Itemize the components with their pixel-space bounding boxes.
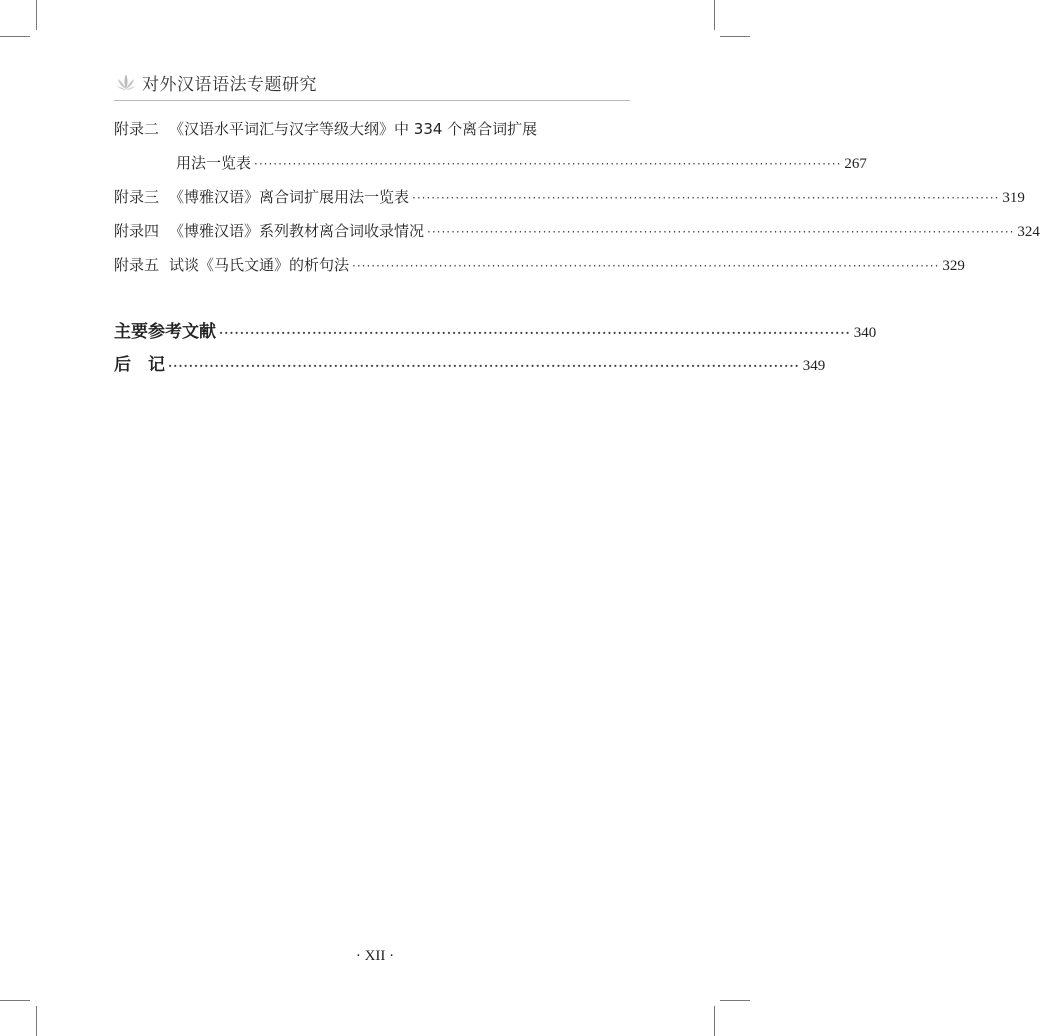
- toc-page-number: 340: [853, 325, 877, 341]
- toc-prefix: 附录五: [114, 256, 160, 274]
- toc-entry-appendix-4: [114, 220, 1040, 243]
- toc-prefix: 附录三: [114, 188, 160, 206]
- toc-entry-afterword: [114, 354, 826, 377]
- toc-title: 用法一览表: [176, 154, 252, 172]
- toc-title: 后 记: [114, 355, 165, 375]
- toc-prefix: 附录二: [114, 120, 160, 138]
- crop-mark: [0, 1000, 30, 1001]
- crop-mark: [0, 36, 30, 37]
- toc-title: 《汉语水平词汇与汉字等级大纲》中 334 个离合词扩展: [169, 120, 538, 138]
- toc-page-number: 329: [942, 258, 965, 274]
- toc-entry-appendix-2: [114, 118, 630, 140]
- toc-entry-appendix-2-cont: [176, 152, 867, 175]
- crop-mark: [36, 1006, 37, 1036]
- lotus-logo-icon: [114, 71, 138, 95]
- leader-dots: ··························································································································: [427, 225, 1015, 239]
- crop-mark: [720, 36, 750, 37]
- toc-page-number: 349: [802, 358, 826, 374]
- leader-dots: ··························································································································: [219, 326, 851, 340]
- toc-page-number: 324: [1017, 224, 1040, 240]
- toc-prefix: 附录四: [114, 222, 160, 240]
- crop-mark: [720, 1000, 750, 1001]
- toc-entry-references: [114, 321, 877, 344]
- toc-entry-appendix-5: [114, 254, 965, 277]
- toc-title: 《博雅汉语》离合词扩展用法一览表: [169, 188, 410, 206]
- toc-page-number: 319: [1002, 190, 1025, 206]
- header-rule: [114, 100, 630, 101]
- crop-mark: [36, 0, 37, 30]
- toc-entry-appendix-3: [114, 186, 1025, 209]
- book-title: 对外汉语语法专题研究: [142, 75, 317, 95]
- leader-dots: ··························································································································: [168, 359, 800, 373]
- running-header: [114, 70, 317, 95]
- toc-title: 主要参考文献: [114, 322, 216, 342]
- crop-mark: [714, 0, 715, 30]
- page-folio: · XII ·: [355, 948, 395, 964]
- toc-title: 试谈《马氏文通》的析句法: [169, 256, 350, 274]
- leader-dots: ··························································································································: [412, 191, 1000, 205]
- toc-page-number: 267: [844, 156, 867, 172]
- leader-dots: ··························································································································: [254, 157, 842, 171]
- toc-title: 《博雅汉语》系列教材离合词收录情况: [169, 222, 425, 240]
- crop-mark: [714, 1006, 715, 1036]
- leader-dots: ··························································································································: [352, 259, 940, 273]
